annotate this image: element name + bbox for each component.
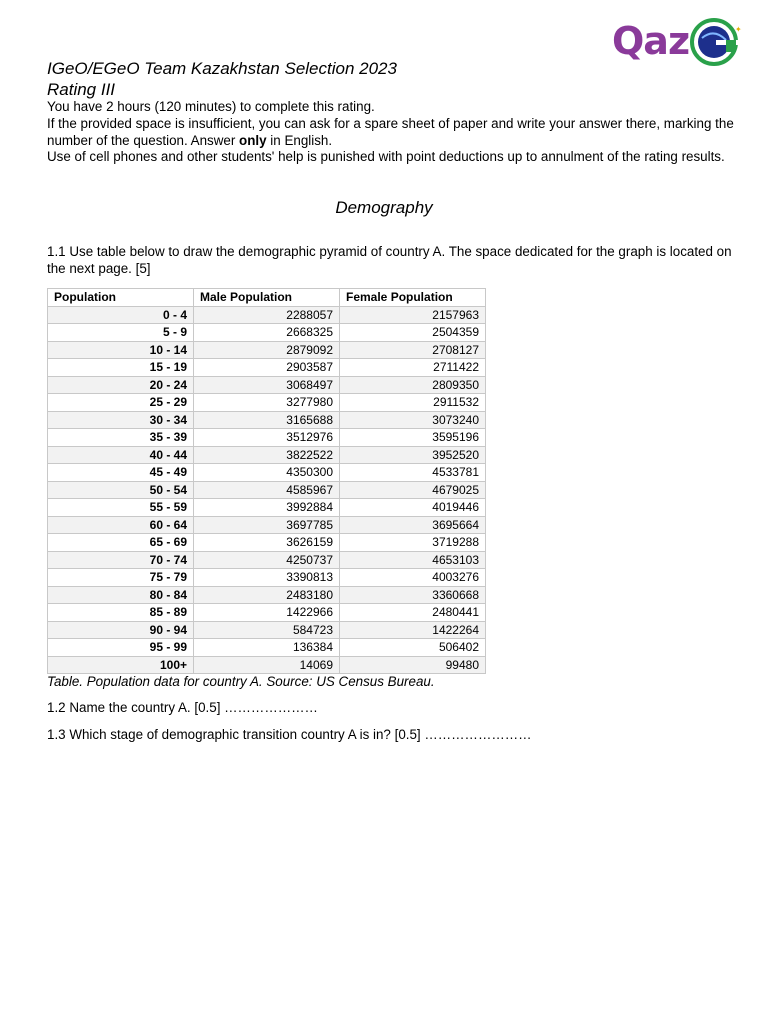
male-population-cell: 136384 xyxy=(194,639,340,657)
female-population-cell: 3073240 xyxy=(340,411,486,429)
male-population-cell: 3992884 xyxy=(194,499,340,517)
logo-text: Qaz xyxy=(612,19,690,63)
female-population-cell: 4679025 xyxy=(340,481,486,499)
female-population-cell: 4533781 xyxy=(340,464,486,482)
age-group-cell: 55 - 59 xyxy=(48,499,194,517)
female-population-cell: 2157963 xyxy=(340,306,486,324)
female-population-cell: 99480 xyxy=(340,656,486,674)
male-population-cell: 3626159 xyxy=(194,534,340,552)
age-group-cell: 60 - 64 xyxy=(48,516,194,534)
table-row xyxy=(48,604,486,622)
male-population-cell: 2288057 xyxy=(194,306,340,324)
instruction-penalty: Use of cell phones and other students' help is punished with point deductions up to annulment of the rating results. xyxy=(47,149,725,165)
male-population-cell: 3512976 xyxy=(194,429,340,447)
age-group-cell: 65 - 69 xyxy=(48,534,194,552)
age-group-cell: 90 - 94 xyxy=(48,621,194,639)
female-population-cell: 4019446 xyxy=(340,499,486,517)
age-group-cell: 30 - 34 xyxy=(48,411,194,429)
female-population-cell: 2504359 xyxy=(340,324,486,342)
table-row xyxy=(48,306,486,324)
table-header-row xyxy=(48,289,486,307)
qazgeo-logo xyxy=(612,18,742,68)
female-population-cell: 2711422 xyxy=(340,359,486,377)
age-group-cell: 95 - 99 xyxy=(48,639,194,657)
male-population-cell: 2879092 xyxy=(194,341,340,359)
age-group-cell: 0 - 4 xyxy=(48,306,194,324)
table-row xyxy=(48,411,486,429)
table-body xyxy=(48,306,486,674)
male-population-cell: 14069 xyxy=(194,656,340,674)
page-title: IGeO/EGeO Team Kazakhstan Selection 2023 xyxy=(47,59,397,78)
male-population-cell: 4585967 xyxy=(194,481,340,499)
instruction-paper-text: If the provided space is insufficient, you can ask for a spare sheet of paper and write your answer there, marking the number of the question. Answer xyxy=(47,115,734,148)
instruction-paper-text-end: in English. xyxy=(266,132,333,148)
male-population-cell: 3822522 xyxy=(194,446,340,464)
female-population-cell: 506402 xyxy=(340,639,486,657)
female-population-cell: 1422264 xyxy=(340,621,486,639)
male-population-cell: 2668325 xyxy=(194,324,340,342)
age-group-cell: 75 - 79 xyxy=(48,569,194,587)
table-row xyxy=(48,429,486,447)
male-population-cell: 1422966 xyxy=(194,604,340,622)
table-row xyxy=(48,341,486,359)
table-row xyxy=(48,516,486,534)
female-population-cell: 2480441 xyxy=(340,604,486,622)
population-table xyxy=(47,288,486,674)
age-group-cell: 80 - 84 xyxy=(48,586,194,604)
age-group-cell: 15 - 19 xyxy=(48,359,194,377)
male-population-cell: 3390813 xyxy=(194,569,340,587)
male-population-cell: 3165688 xyxy=(194,411,340,429)
column-header: Male Population xyxy=(194,289,340,307)
age-group-cell: 85 - 89 xyxy=(48,604,194,622)
table-row xyxy=(48,376,486,394)
male-population-cell: 3277980 xyxy=(194,394,340,412)
male-population-cell: 4250737 xyxy=(194,551,340,569)
male-population-cell: 2903587 xyxy=(194,359,340,377)
column-header: Female Population xyxy=(340,289,486,307)
instructions xyxy=(47,99,737,166)
table-row xyxy=(48,324,486,342)
table-row xyxy=(48,569,486,587)
column-header: Population xyxy=(48,289,194,307)
female-population-cell: 3695664 xyxy=(340,516,486,534)
male-population-cell: 3068497 xyxy=(194,376,340,394)
female-population-cell: 2708127 xyxy=(340,341,486,359)
table-row xyxy=(48,656,486,674)
table-row xyxy=(48,639,486,657)
age-group-cell: 45 - 49 xyxy=(48,464,194,482)
table-row xyxy=(48,446,486,464)
age-group-cell: 10 - 14 xyxy=(48,341,194,359)
female-population-cell: 2809350 xyxy=(340,376,486,394)
table-row xyxy=(48,464,486,482)
female-population-cell: 2911532 xyxy=(340,394,486,412)
age-group-cell: 50 - 54 xyxy=(48,481,194,499)
female-population-cell: 3595196 xyxy=(340,429,486,447)
female-population-cell: 4003276 xyxy=(340,569,486,587)
table-caption: Table. Population data for country A. Source: US Census Bureau. xyxy=(47,674,435,689)
male-population-cell: 584723 xyxy=(194,621,340,639)
table-row xyxy=(48,534,486,552)
female-population-cell: 3952520 xyxy=(340,446,486,464)
instruction-time: You have 2 hours (120 minutes) to complete this rating. xyxy=(47,99,375,114)
question-1-2: 1.2 Name the country A. [0.5] ………………… xyxy=(47,700,318,715)
age-group-cell: 5 - 9 xyxy=(48,324,194,342)
instruction-paper xyxy=(47,116,737,150)
age-group-cell: 35 - 39 xyxy=(48,429,194,447)
female-population-cell: 3719288 xyxy=(340,534,486,552)
instruction-emphasis: only xyxy=(239,132,267,148)
table-row xyxy=(48,359,486,377)
age-group-cell: 25 - 29 xyxy=(48,394,194,412)
male-population-cell: 3697785 xyxy=(194,516,340,534)
svg-text:✦: ✦ xyxy=(735,25,742,34)
question-1-1: 1.1 Use table below to draw the demographic pyramid of country A. The space dedicated for the graph is located on the next page. [5] xyxy=(47,244,732,276)
age-group-cell: 20 - 24 xyxy=(48,376,194,394)
age-group-cell: 40 - 44 xyxy=(48,446,194,464)
globe-logo-icon xyxy=(686,18,742,68)
male-population-cell: 2483180 xyxy=(194,586,340,604)
female-population-cell: 4653103 xyxy=(340,551,486,569)
table-row xyxy=(48,481,486,499)
table-row xyxy=(48,586,486,604)
page-subtitle: Rating III xyxy=(47,80,116,99)
female-population-cell: 3360668 xyxy=(340,586,486,604)
male-population-cell: 4350300 xyxy=(194,464,340,482)
question-1-3: 1.3 Which stage of demographic transition country A is in? [0.5] …………………… xyxy=(47,727,532,742)
section-title: Demography xyxy=(335,198,433,217)
table-row xyxy=(48,394,486,412)
table-row xyxy=(48,551,486,569)
table-row xyxy=(48,621,486,639)
table-row xyxy=(48,499,486,517)
age-group-cell: 100+ xyxy=(48,656,194,674)
age-group-cell: 70 - 74 xyxy=(48,551,194,569)
